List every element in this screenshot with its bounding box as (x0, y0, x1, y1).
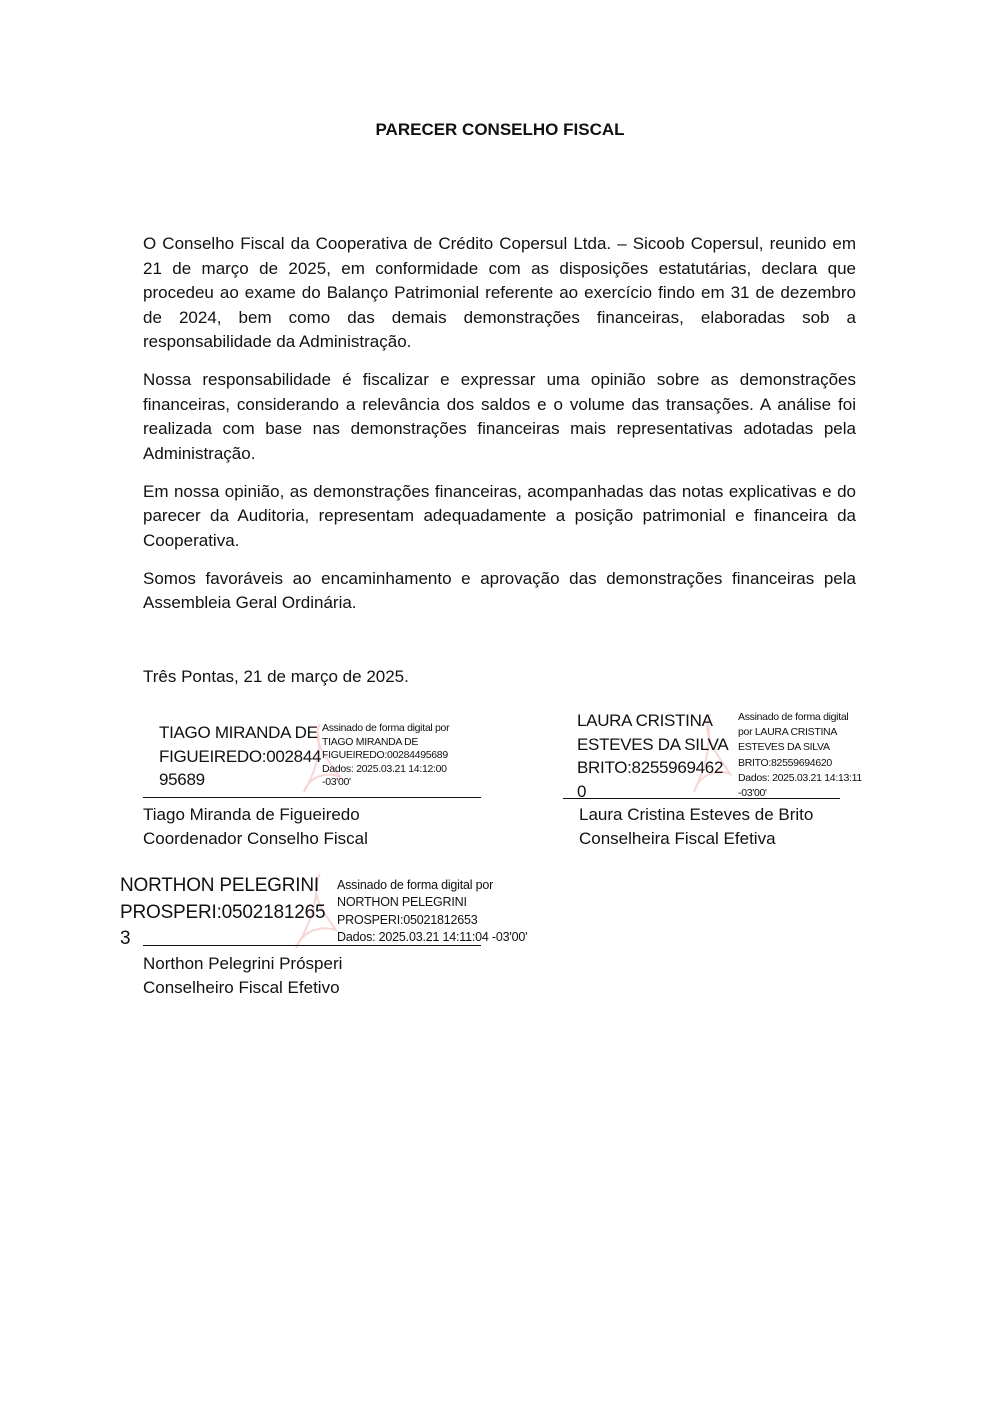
signer-name: Northon Pelegrini Prósperi (143, 954, 343, 973)
signer-name: Tiago Miranda de Figueiredo (143, 805, 360, 824)
digital-signature-stamp: Assinado de forma digital por NORTHON PELEGRINI PROSPERI:05021812653 Dados: 2025.03.21 14:11:04 -03'00' (337, 878, 528, 944)
paragraph: Nossa responsabilidade é fiscalizar e expressar uma opinião sobre as demonstrações financeiras, considerando a relevância dos saldos e o volume das transações. A análise foi realizada com base nas demonstrações financeiras mais representativas adotadas pela Administração. (143, 370, 856, 463)
digital-signature-cert-name: LAURA CRISTINA ESTEVES DA SILVA BRITO:8255969462 0 (577, 711, 729, 801)
signer-role: Conselheiro Fiscal Efetivo (143, 978, 340, 997)
document-title: PARECER CONSELHO FISCAL (375, 120, 625, 139)
signer-block (143, 803, 368, 851)
signature-line (143, 797, 481, 798)
date-line: Três Pontas, 21 de março de 2025. (143, 667, 409, 686)
paragraph: Somos favoráveis ao encaminhamento e aprovação das demonstrações financeiras pela Assembleia Geral Ordinária. (143, 568, 856, 612)
digital-signature-stamp: Assinado de forma digital por LAURA CRISTINA ESTEVES DA SILVA BRITO:82559694620 Dados: 2025.03.21 14:13:11 -03'00' (738, 711, 862, 800)
signer-block (579, 803, 813, 851)
signer-block (143, 952, 342, 1000)
paragraph: O Conselho Fiscal da Cooperativa de Crédito Copersul Ltda. – Sicoob Copersul, reunido em 21 de março de 2025, em conformidade com as disposições estatutárias, declara que procedeu ao exame do Balanço Patrimonial referente ao exercício findo em 31 de dezembro de 2024, bem como das demais demonstrações financeiras, elaboradas sob a responsabilidade da Administração. (143, 234, 856, 351)
signature-line (143, 945, 481, 946)
signer-role: Conselheira Fiscal Efetiva (579, 829, 776, 848)
document-body (143, 232, 856, 629)
digital-signature-cert-name: TIAGO MIRANDA DE FIGUEIREDO:002844 95689 (159, 723, 322, 789)
signer-role: Coordenador Conselho Fiscal (143, 829, 368, 848)
digital-signature-cert-name: NORTHON PELEGRINI PROSPERI:0502181265 3 (120, 875, 326, 949)
paragraph: Em nossa opinião, as demonstrações financeiras, acompanhadas das notas explicativas e do parecer da Auditoria, representam adequadamente a posição patrimonial e financeira da Cooperativa. (143, 481, 856, 550)
signature-line (563, 798, 840, 799)
signer-name: Laura Cristina Esteves de Brito (579, 805, 814, 824)
digital-signature-stamp: Assinado de forma digital por TIAGO MIRANDA DE FIGUEIREDO:00284495689 Dados: 2025.03.21 14:12:00 -03'00' (322, 722, 450, 788)
